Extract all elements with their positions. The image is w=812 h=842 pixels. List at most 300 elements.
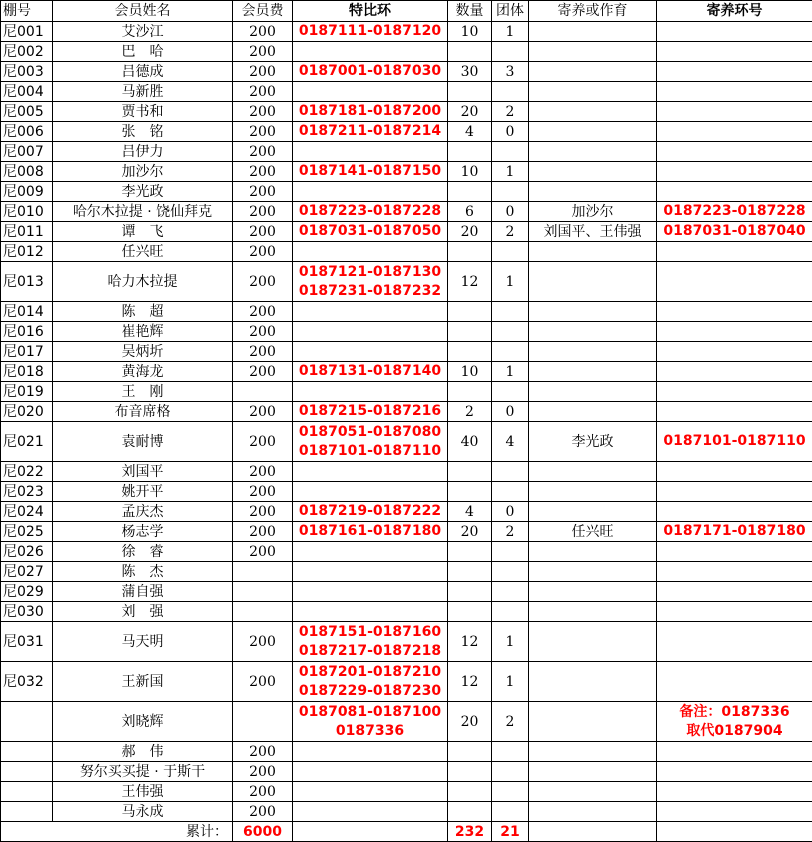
quantity: 12: [448, 622, 492, 662]
member-fee: 200: [233, 342, 293, 362]
quantity: 20: [448, 702, 492, 742]
member-name: 杨志学: [53, 522, 233, 542]
group-count: 0: [492, 402, 529, 422]
foster-owner: [529, 82, 657, 102]
table-row: [1, 582, 812, 602]
special-rings: [293, 462, 448, 482]
ring-range: 0187101-0187110: [298, 442, 442, 459]
member-fee: [233, 562, 293, 582]
group-count: 1: [492, 22, 529, 42]
member-fee: 200: [233, 202, 293, 222]
foster-rings: [657, 22, 812, 42]
header-foster-rings: 寄养环号: [657, 1, 812, 22]
table-row: [1, 382, 812, 402]
foster-owner: [529, 62, 657, 82]
shed-id: 尼009: [1, 182, 53, 202]
member-fee: 200: [233, 122, 293, 142]
member-fee: 200: [233, 762, 293, 782]
header-foster: 寄养或作育: [529, 1, 657, 22]
special-rings: [293, 802, 448, 822]
ring-range: 0187211-0187214: [298, 123, 442, 139]
quantity: [448, 342, 492, 362]
member-fee: 200: [233, 102, 293, 122]
ring-range: 0187171-0187180: [663, 523, 806, 539]
group-count: 2: [492, 222, 529, 242]
shed-id: 尼008: [1, 162, 53, 182]
group-count: 0: [492, 122, 529, 142]
foster-rings: [657, 782, 812, 802]
member-fee: 200: [233, 422, 293, 462]
total-group: 21: [492, 822, 529, 842]
member-fee: 200: [233, 62, 293, 82]
foster-owner: [529, 122, 657, 142]
foster-owner: [529, 782, 657, 802]
member-name: 姚开平: [53, 482, 233, 502]
quantity: 10: [448, 22, 492, 42]
table-row: [1, 762, 812, 782]
member-fee: 200: [233, 362, 293, 382]
special-rings: [293, 222, 448, 242]
quantity: [448, 802, 492, 822]
shed-id: 尼005: [1, 102, 53, 122]
ring-range: 0187223-0187228: [663, 203, 806, 219]
group-count: [492, 742, 529, 762]
table-header-row: [1, 1, 812, 22]
special-rings: [293, 742, 448, 762]
member-name: 黄海龙: [53, 362, 233, 382]
group-count: 1: [492, 162, 529, 182]
quantity: [448, 182, 492, 202]
member-name: 王 刚: [53, 382, 233, 402]
group-count: 1: [492, 662, 529, 702]
shed-id: 尼018: [1, 362, 53, 382]
foster-rings: [657, 402, 812, 422]
table-row: [1, 662, 812, 702]
special-rings: [293, 482, 448, 502]
quantity: [448, 602, 492, 622]
member-fee: [233, 382, 293, 402]
member-fee: 200: [233, 662, 293, 702]
member-name: 吕伊力: [53, 142, 233, 162]
member-name: 哈尔木拉提 · 饶仙拜克: [53, 202, 233, 222]
foster-rings: [657, 462, 812, 482]
ring-range: 备注：0187336: [679, 703, 790, 720]
quantity: [448, 742, 492, 762]
special-rings: [293, 562, 448, 582]
table-row: [1, 62, 812, 82]
quantity: 20: [448, 222, 492, 242]
shed-id: 尼011: [1, 222, 53, 242]
shed-id: 尼016: [1, 322, 53, 342]
shed-id: 尼026: [1, 542, 53, 562]
shed-id: [1, 702, 53, 742]
member-fee: 200: [233, 482, 293, 502]
table-row: [1, 22, 812, 42]
group-count: 0: [492, 202, 529, 222]
foster-rings: [657, 122, 812, 142]
group-count: [492, 782, 529, 802]
foster-owner: [529, 242, 657, 262]
foster-owner: [529, 42, 657, 62]
member-name: 吕德成: [53, 62, 233, 82]
special-rings: [293, 202, 448, 222]
foster-owner: [529, 362, 657, 382]
group-count: 1: [492, 262, 529, 302]
ring-range: 0187336: [335, 722, 405, 739]
foster-owner: [529, 302, 657, 322]
member-name: 吴炳圻: [53, 342, 233, 362]
header-member-name: 会员姓名: [53, 1, 233, 22]
special-rings: [293, 362, 448, 382]
ring-range: 0187101-0187110: [663, 433, 806, 449]
group-count: [492, 542, 529, 562]
header-special-rings: 特比环: [293, 1, 448, 22]
quantity: 6: [448, 202, 492, 222]
total-foster-empty: [529, 822, 657, 842]
table-row: [1, 102, 812, 122]
special-rings: [293, 782, 448, 802]
special-rings: [293, 502, 448, 522]
table-row: [1, 182, 812, 202]
member-fee: 200: [233, 82, 293, 102]
table-row: [1, 302, 812, 322]
member-name: 王新国: [53, 662, 233, 702]
special-rings: [293, 22, 448, 42]
member-name: 郝 伟: [53, 742, 233, 762]
foster-owner: [529, 462, 657, 482]
shed-id: 尼031: [1, 622, 53, 662]
foster-rings: [657, 42, 812, 62]
group-count: 3: [492, 62, 529, 82]
ring-range: 0187081-0187100: [298, 703, 442, 720]
quantity: [448, 762, 492, 782]
member-name: 陈 超: [53, 302, 233, 322]
table-row: [1, 622, 812, 662]
shed-id: 尼004: [1, 82, 53, 102]
shed-id: 尼025: [1, 522, 53, 542]
foster-owner: 加沙尔: [529, 202, 657, 222]
group-count: [492, 322, 529, 342]
group-count: 1: [492, 622, 529, 662]
shed-id: 尼030: [1, 602, 53, 622]
foster-rings: [657, 602, 812, 622]
member-name: 崔艳辉: [53, 322, 233, 342]
special-rings: [293, 182, 448, 202]
foster-owner: 刘国平、王伟强: [529, 222, 657, 242]
special-rings: [293, 302, 448, 322]
foster-owner: [529, 262, 657, 302]
quantity: [448, 462, 492, 482]
shed-id: 尼017: [1, 342, 53, 362]
member-name: 张 铭: [53, 122, 233, 142]
foster-owner: [529, 662, 657, 702]
member-fee: 200: [233, 742, 293, 762]
shed-id: 尼027: [1, 562, 53, 582]
member-name: 布音席格: [53, 402, 233, 422]
table-row: [1, 162, 812, 182]
special-rings: [293, 602, 448, 622]
table-row: [1, 782, 812, 802]
quantity: [448, 142, 492, 162]
quantity: [448, 302, 492, 322]
table-row: [1, 342, 812, 362]
table-row: [1, 542, 812, 562]
group-count: [492, 762, 529, 782]
member-fee: 200: [233, 502, 293, 522]
ring-range: 0187215-0187216: [298, 403, 442, 419]
shed-id: 尼006: [1, 122, 53, 142]
header-group: 团体: [492, 1, 529, 22]
shed-id: 尼022: [1, 462, 53, 482]
quantity: 12: [448, 662, 492, 702]
ring-range: 0187031-0187050: [298, 223, 442, 239]
quantity: 2: [448, 402, 492, 422]
table-row: [1, 202, 812, 222]
foster-rings: [657, 622, 812, 662]
member-name: 刘国平: [53, 462, 233, 482]
foster-rings: [657, 362, 812, 382]
member-name: 贾书和: [53, 102, 233, 122]
shed-id: 尼032: [1, 662, 53, 702]
group-count: [492, 82, 529, 102]
table-row: [1, 742, 812, 762]
foster-owner: [529, 182, 657, 202]
special-rings: [293, 542, 448, 562]
member-name: 马天明: [53, 622, 233, 662]
special-rings: [293, 402, 448, 422]
table-row: [1, 602, 812, 622]
foster-rings: [657, 302, 812, 322]
special-rings: [293, 762, 448, 782]
foster-owner: [529, 562, 657, 582]
member-name: 马永成: [53, 802, 233, 822]
group-count: [492, 242, 529, 262]
shed-id: 尼013: [1, 262, 53, 302]
table-body: [1, 22, 812, 822]
foster-rings: [657, 482, 812, 502]
shed-id: [1, 802, 53, 822]
quantity: 4: [448, 502, 492, 522]
quantity: [448, 582, 492, 602]
special-rings: [293, 342, 448, 362]
ring-range: 0187219-0187222: [298, 503, 442, 519]
ring-range: 0187223-0187228: [298, 203, 442, 219]
member-fee: 200: [233, 42, 293, 62]
member-name: 刘晓辉: [53, 702, 233, 742]
total-quantity: 232: [448, 822, 492, 842]
foster-owner: [529, 22, 657, 42]
foster-rings: [657, 102, 812, 122]
table-row: [1, 242, 812, 262]
foster-rings: [657, 502, 812, 522]
group-count: [492, 462, 529, 482]
member-name: 徐 睿: [53, 542, 233, 562]
foster-rings: [657, 162, 812, 182]
foster-rings: [657, 702, 812, 742]
member-fee: 200: [233, 262, 293, 302]
ring-range: 0187111-0187120: [298, 23, 442, 39]
member-fee: 200: [233, 542, 293, 562]
shed-id: 尼019: [1, 382, 53, 402]
foster-owner: [529, 582, 657, 602]
foster-owner: [529, 742, 657, 762]
table-row: [1, 82, 812, 102]
foster-owner: 任兴旺: [529, 522, 657, 542]
group-count: [492, 482, 529, 502]
quantity: 12: [448, 262, 492, 302]
foster-owner: [529, 502, 657, 522]
quantity: 10: [448, 362, 492, 382]
foster-rings: [657, 82, 812, 102]
quantity: 20: [448, 102, 492, 122]
quantity: [448, 242, 492, 262]
special-rings: [293, 702, 448, 742]
quantity: 20: [448, 522, 492, 542]
shed-id: 尼023: [1, 482, 53, 502]
quantity: [448, 482, 492, 502]
special-rings: [293, 422, 448, 462]
special-rings: [293, 122, 448, 142]
group-count: [492, 602, 529, 622]
ring-range: 0187231-0187232: [298, 282, 442, 299]
foster-rings: [657, 242, 812, 262]
shed-id: [1, 742, 53, 762]
group-count: [492, 302, 529, 322]
foster-owner: [529, 542, 657, 562]
member-fee: 200: [233, 322, 293, 342]
member-name: 李光政: [53, 182, 233, 202]
table-row: [1, 802, 812, 822]
table-row: [1, 502, 812, 522]
table-row: [1, 42, 812, 62]
foster-rings: [657, 762, 812, 782]
foster-owner: [529, 802, 657, 822]
member-name: 蒲自强: [53, 582, 233, 602]
foster-rings: [657, 802, 812, 822]
shed-id: 尼021: [1, 422, 53, 462]
member-name: 王伟强: [53, 782, 233, 802]
member-fee: 200: [233, 22, 293, 42]
member-fee: 200: [233, 802, 293, 822]
special-rings: [293, 382, 448, 402]
special-rings: [293, 162, 448, 182]
foster-owner: [529, 322, 657, 342]
special-rings: [293, 242, 448, 262]
ring-range: 0187181-0187200: [298, 103, 442, 119]
table-row: [1, 362, 812, 382]
foster-rings: [657, 262, 812, 302]
foster-rings: [657, 222, 812, 242]
group-count: [492, 562, 529, 582]
member-name: 加沙尔: [53, 162, 233, 182]
foster-owner: [529, 142, 657, 162]
table-row: [1, 402, 812, 422]
member-name: 谭 飞: [53, 222, 233, 242]
group-count: [492, 382, 529, 402]
table-row: [1, 322, 812, 342]
member-fee: [233, 582, 293, 602]
header-quantity: 数量: [448, 1, 492, 22]
member-fee: 200: [233, 782, 293, 802]
group-count: 4: [492, 422, 529, 462]
special-rings: [293, 262, 448, 302]
ring-range: 0187051-0187080: [298, 423, 442, 440]
table-row: [1, 142, 812, 162]
special-rings: [293, 522, 448, 542]
ring-range: 0187161-0187180: [298, 523, 442, 539]
table-row: [1, 222, 812, 242]
ring-range: 0187141-0187150: [298, 163, 442, 179]
group-count: [492, 342, 529, 362]
member-name: 巴 哈: [53, 42, 233, 62]
quantity: [448, 42, 492, 62]
ring-range: 0187201-0187210: [298, 663, 442, 680]
foster-owner: [529, 382, 657, 402]
shed-id: 尼020: [1, 402, 53, 422]
special-rings: [293, 62, 448, 82]
foster-rings: [657, 342, 812, 362]
foster-rings: [657, 182, 812, 202]
member-fee: 200: [233, 242, 293, 262]
foster-rings: [657, 322, 812, 342]
shed-id: 尼007: [1, 142, 53, 162]
quantity: [448, 542, 492, 562]
shed-id: [1, 782, 53, 802]
total-rings-empty: [293, 822, 448, 842]
foster-rings: [657, 662, 812, 702]
ring-range: 0187031-0187040: [663, 223, 806, 239]
table-row: [1, 482, 812, 502]
shed-id: 尼001: [1, 22, 53, 42]
table-row: [1, 702, 812, 742]
quantity: [448, 382, 492, 402]
shed-id: 尼029: [1, 582, 53, 602]
quantity: 30: [448, 62, 492, 82]
table-row: [1, 462, 812, 482]
member-fee: 200: [233, 302, 293, 322]
foster-rings: [657, 562, 812, 582]
member-fee: 200: [233, 142, 293, 162]
member-name: 马新胜: [53, 82, 233, 102]
group-count: [492, 582, 529, 602]
special-rings: [293, 142, 448, 162]
member-name: 艾沙江: [53, 22, 233, 42]
table-row: [1, 422, 812, 462]
quantity: [448, 562, 492, 582]
group-count: 2: [492, 522, 529, 542]
member-fee: 200: [233, 402, 293, 422]
member-fee: 200: [233, 222, 293, 242]
member-name: 刘 强: [53, 602, 233, 622]
ring-range: 0187131-0187140: [298, 363, 442, 379]
ring-range: 0187217-0187218: [298, 642, 442, 659]
quantity: [448, 322, 492, 342]
member-fee: 200: [233, 522, 293, 542]
special-rings: [293, 622, 448, 662]
ring-range: 0187121-0187130: [298, 263, 442, 280]
member-fee: [233, 602, 293, 622]
table-row: [1, 562, 812, 582]
special-rings: [293, 82, 448, 102]
member-name: 任兴旺: [53, 242, 233, 262]
foster-rings: [657, 142, 812, 162]
shed-id: 尼003: [1, 62, 53, 82]
foster-owner: [529, 622, 657, 662]
foster-owner: [529, 482, 657, 502]
foster-owner: [529, 762, 657, 782]
quantity: 10: [448, 162, 492, 182]
foster-owner: [529, 702, 657, 742]
